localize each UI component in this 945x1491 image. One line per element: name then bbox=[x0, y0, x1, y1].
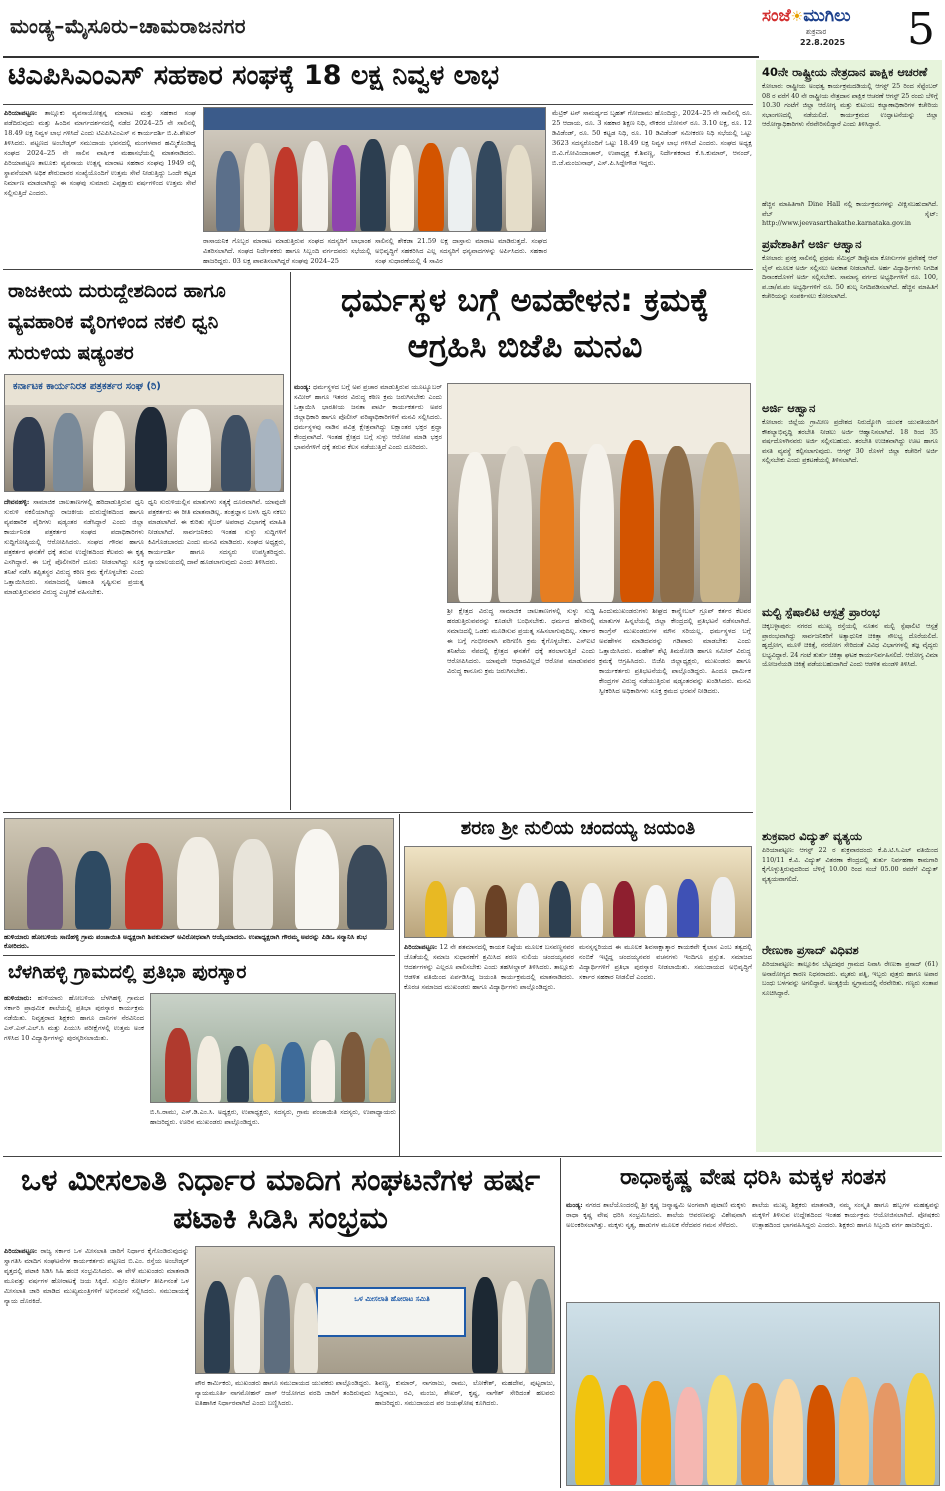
story5-photo bbox=[404, 846, 752, 938]
story4-caption: ಹುಳಿಯಾರು ಹೋಬಳಿಯ ಸಾಣಿಹಳ್ಳಿ ಗ್ರಾಮ ಪಂಚಾಯಿತಿ ಅಧ್ಯಕ್ಷರಾಗಿ ಶಿವಕುಮಾರ್ ಅವಿರೋಧವಾಗಿ ಆಯ್ಕೆಯಾದರು. ಉಪಾಧ್ಯಕ್ಷರಾಗಿ ಗೌರಮ್ಮ ಅವರನ್ನು ಪಿಡಿಒ ಸನ್ಮಾನಿಸಿ ಶುಭ ಕೋರಿದರು. bbox=[4, 933, 367, 950]
sidebar-item5-body: ಪಿರಿಯಾಪಟ್ಟಣ: ಆಗಸ್ಟ್ 22 ರ ಶುಕ್ರವಾರದಂದು ಕೆ.ಪಿ.ಟಿ.ಸಿ.ಎಲ್ ವತಿಯಿಂದ 110/11 ಕೆ.ವಿ. ವಿದ್ಯುತ್ ವಿತರಣಾ ಕೇಂದ್ರದಲ್ಲಿ ತುರ್ತು ನಿರ್ವಹಣಾ ಕಾಮಗಾರಿ ಕೈಗೊಳ್ಳುತ್ತಿರುವುದರಿಂದ ಬೆಳಿಗ್ಗೆ 10.00 ರಿಂದ ಸಂಜೆ 05.00 ರವರೆಗೆ ವಿದ್ಯುತ್ ವ್ಯತ್ಯಯವಾಗಲಿದೆ. bbox=[762, 846, 938, 883]
story6-banner: ಒಳ ಮೀಸಲಾತಿ ಹೋರಾಟ ಸಮಿತಿ bbox=[354, 1295, 430, 1303]
page-number: 5 bbox=[907, 4, 935, 55]
sidebar-item6-title: ರೇಣುಕಾ ಪ್ರಸಾದ್ ವಿಧಿವಶ bbox=[762, 943, 859, 957]
story2-col1 bbox=[4, 497, 144, 805]
story3-headline: ಧರ್ಮಸ್ಥಳ ಬಗ್ಗೆ ಅವಹೇಳನ: ಕ್ರಮಕ್ಕೆ ಆಗ್ರಹಿಸಿ ಬಿಜೆಪಿ ಮನವಿ bbox=[341, 281, 709, 365]
story3-col1-text: ಧರ್ಮಸ್ಥಳದ ಬಗ್ಗೆ ಅಪ ಪ್ರಚಾರ ಮಾಡುತ್ತಿರುವ ಯೂಟ್ಯೂಬರ್ ಸಮೀರ್ ಹಾಗೂ ಇತರರ ವಿರುದ್ಧ ಕಠಿಣ ಕ್ರಮ ಜರುಗಿಸಬೇಕು ಎಂದು ಒತ್ತಾಯಿಸಿ ಭಾರತೀಯ ಜನತಾ ಪಾರ್ಟಿ ಕಾರ್ಯಕರ್ತರು ಅಪರ ಜಿಲ್ಲಾಧಿಕಾರಿ ಹಾಗೂ ಪೊಲೀಸ್ ವರಿಷ್ಠಾಧಿಕಾರಿಗಳಿಗೆ ಮನವಿ ಸಲ್ಲಿಸಿದರು. ಧರ್ಮಸ್ಥಳವು ನಾಡಿನ ಪವಿತ್ರ ಕ್ಷೇತ್ರವಾಗಿದ್ದು ಲಕ್ಷಾಂತರ ಭಕ್ತರ ಶ್ರದ್ಧಾ ಕೇಂದ್ರವಾಗಿದೆ. ಇಂತಹ ಕ್ಷೇತ್ರದ ಬಗ್ಗೆ ಸುಳ್ಳು ಆರೋಪ ಮಾಡಿ ಭಕ್ತರ ಭಾವನೆಗಳಿಗೆ ಧಕ್ಕೆ ತರುವ ಕೆಲಸ ನಡೆಯುತ್ತಿದೆ ಎಂದು ದೂರಿದರು. bbox=[294, 383, 442, 451]
sidebar-item1-title: 40ನೇ ರಾಷ್ಟ್ರೀಯ ನೇತ್ರದಾನ ಪಾಕ್ಷಿಕ ಆಚರಣೆ bbox=[762, 66, 928, 79]
story4-headline: ಬೆಳಗಿಹಳ್ಳಿ ಗ್ರಾಮದಲ್ಲಿ ಪ್ರತಿಭಾ ಪುರಸ್ಕಾರ bbox=[8, 961, 247, 983]
story4-dateline: ಹುಳಿಯಾರು: bbox=[4, 994, 32, 1002]
story1-col1-text: ತಾಲ್ಲೂಕು ವ್ಯವಸಾಯೋತ್ಪನ್ನ ಮಾರಾಟ ಮತ್ತು ಸಹಕಾರ ಸಂಘ ಪಡೆದಿರುವುದು ಮತ್ತು ಹಿಂದಿನ ಮಾರ್ಗದರ್ಶನದಲ್ಲಿ ನಡೆದ 2024–25 ನೇ ಸಾಲಿನಲ್ಲಿ 18.49 ಲಕ್ಷ ನಿವ್ವಳ ಲಾಭ ಗಳಿಸಿದೆ ಎಂದು ಟಿಎಪಿಸಿಎಂಎಸ್ ನ ಕಾರ್ಯದರ್ಶಿ ಬಿ.ಪಿ.ಶೇಖರ್ ತಿಳಿಸಿದರು. ಪಟ್ಟಣದ ಅಂಬೇಡ್ಕರ್ ಸಮುದಾಯ ಭವನದಲ್ಲಿ ಮಂಗಳವಾರ ಹಮ್ಮಿಕೊಂಡಿದ್ದ ಸಂಘದ 2024–25 ನೇ ಸಾಲಿನ ವಾರ್ಷಿಕ ಮಹಾಸಭೆಯಲ್ಲಿ ಮಾತನಾಡಿದರು. ಪಿರಿಯಾಪಟ್ಟಣ ತಾಲೂಕು ವ್ಯವಸಾಯ ಉತ್ಪನ್ನ ಮಾರಾಟ ಸಹಕಾರ ಸಂಘವು 1949 ರಲ್ಲಿ ಸ್ಥಾಪನೆಯಾಗಿ ಅಧಿಕ ಶೇರುದಾರರ ಸಂಖ್ಯೆಯೊಂದಿಗೆ ಉತ್ತಮ ಸೇವೆ ನೀಡುತ್ತಿದ್ದು ಒಂದೇ ಕಟ್ಟಡ ನಿರ್ಮಾಣ ಮಾಡಲಾಗಿದ್ದು ಈ ಸಂಘವು ಸುಮಾರು ಎಪ್ಪತ್ತಾರು ವರ್ಷಗಳಿಂದ ಉತ್ತಮ ಸೇವೆ ಸಲ್ಲಿಸುತ್ತಿದೆ ಎಂದರು. bbox=[4, 109, 196, 197]
story1-headline: ಟಿಎಪಿಸಿಎಂಎಸ್ ಸಹಕಾರ ಸಂಘಕ್ಕೆ 18 ಲಕ್ಷ ನಿವ್ವಳ ಲಾಭ bbox=[8, 62, 500, 91]
story1-col3: ಸಾಲಿನಲ್ಲಿ ಶೇಕಡಾ 21.59 ಲಕ್ಷ ದಾಸ್ತಾನು ಮಾರಾಟ ಮಾಡಿರುತ್ತದೆ. ಸಂಘದ ಅಭಿವೃದ್ಧಿಗೆ ಸಹಕರಿಸಿದ ಎಲ್ಲ ಸದಸ್ಯರಿಗೆ ಧನ್ಯವಾದಗಳನ್ನು ಅರ್ಪಿಸಿದರು. ಸಹಕಾರ ಸಂಘ ಸುಧಾರಣೆಯಲ್ಲಿ 4 ಸಾವಿರ bbox=[375, 237, 547, 265]
story7-col1 bbox=[566, 1200, 746, 1300]
story7-photo bbox=[566, 1302, 940, 1486]
story3-col3-text: ಬಿಜೆಪಿ ಜಿಲ್ಲಾಧ್ಯಕ್ಷರು, ಮುಖಂಡರು ಹಾಗೂ ಕಾರ್ಯಕರ್ತರು ಪ್ರತಿಭಟನೆಯಲ್ಲಿ ಪಾಲ್ಗೊಂಡಿದ್ದರು. ಹಿಂದೂ ಧಾರ್ಮಿಕ ಕೇಂದ್ರಗಳ ವಿರುದ್ಧ ನಡೆಯುತ್ತಿರುವ ಷಡ್ಯಂತರವನ್ನು ಖಂಡಿಸಿದರು. ಮನವಿ ಸ್ವೀಕರಿಸಿದ ಅಧಿಕಾರಿಗಳು ಸೂಕ್ತ ಕ್ರಮದ ಭರವಸೆ ನೀಡಿದರು. bbox=[599, 657, 751, 695]
brand-part1: ಸಂಜೆ bbox=[762, 6, 791, 26]
story2-headline: ರಾಜಕೀಯ ದುರುದ್ದೇಶದಿಂದ ಹಾಗೂ ವ್ಯವಹಾರಿಕ ವೈರಿಗಳಿಂದ ನಕಲಿ ಧ್ವನಿ ಸುರುಳಿಯ ಷಡ್ಯಂತರ bbox=[8, 280, 226, 364]
brand-part2: ಮುಗಿಲು bbox=[803, 6, 851, 26]
sidebar-content bbox=[762, 66, 938, 1148]
issue-date: 22.8.2025 bbox=[800, 38, 846, 47]
story7-col2: ಶಾಲೆಯ ಮುಖ್ಯ ಶಿಕ್ಷಕರು ಮಾತನಾಡಿ, ನಮ್ಮ ಸಂಸ್ಕೃತಿ ಹಾಗೂ ಹಬ್ಬಗಳ ಮಹತ್ವವನ್ನು ಮಕ್ಕಳಿಗೆ ತಿಳಿಸುವ ಉದ್ದೇಶದಿಂದ ಇಂತಹ ಕಾರ್ಯಕ್ರಮ ಆಯೋಜಿಸಲಾಗಿದೆ. ಪೋಷಕರು ಉತ್ಸಾಹದಿಂದ ಭಾಗವಹಿಸಿದ್ದರು ಎಂದರು. ಶಿಕ್ಷಕರು ಹಾಗೂ ಸಿಬ್ಬಂದಿ ವರ್ಗ ಹಾಜರಿದ್ದರು. bbox=[752, 1201, 940, 1229]
sidebar-item4-title: ಮಲ್ಟಿ ಸ್ಪೆಷಾಲಿಟಿ ಆಸ್ಪತ್ರೆ ಪ್ರಾರಂಭ bbox=[762, 605, 880, 619]
story3-col1 bbox=[294, 382, 442, 807]
story3-col3 bbox=[599, 606, 751, 806]
sidebar-item4-body: ಚಿಕ್ಕಬಳ್ಳಾಪುರ: ನಗರದ ಮುಖ್ಯ ರಸ್ತೆಯಲ್ಲಿ ನೂತನ ಮಲ್ಟಿ ಸ್ಪೆಷಾಲಿಟಿ ಆಸ್ಪತ್ರೆ ಪ್ರಾರಂಭವಾಗಿದ್ದು ಸಾರ್ವಜನಿಕರಿಗೆ ಅತ್ಯಾಧುನಿಕ ಚಿಕಿತ್ಸಾ ಸೌಲಭ್ಯ ದೊರೆಯಲಿದೆ. ಹೃದ್ರೋಗ, ಮೂಳೆ ಚಿಕಿತ್ಸೆ, ನರರೋಗ ಸೇರಿದಂತೆ ವಿವಿಧ ವಿಭಾಗಗಳಲ್ಲಿ ತಜ್ಞ ವೈದ್ಯರು ಲಭ್ಯವಿದ್ದಾರೆ. 24 ಗಂಟೆ ತುರ್ತು ಚಿಕಿತ್ಸಾ ಘಟಕ ಕಾರ್ಯನಿರ್ವಹಿಸಲಿದೆ. ಆರೋಗ್ಯ ವಿಮಾ ಯೋಜನೆಯಡಿ ಚಿಕಿತ್ಸೆ ಪಡೆಯಬಹುದಾಗಿದೆ ಎಂದು ಆಡಳಿತ ಮಂಡಳಿ ತಿಳಿಸಿದೆ. bbox=[762, 622, 938, 669]
story2-banner: ಕರ್ನಾಟಕ ಕಾರ್ಯನಿರತ ಪತ್ರಕರ್ತರ ಸಂಘ (ರಿ) bbox=[13, 381, 161, 392]
story2-col2: ಧ್ವನಿ ಸುರುಳಿಯಲ್ಲಿನ ಮಾತುಗಳು ಸತ್ಯಕ್ಕೆ ದೂರವಾಗಿವೆ. ಯಾವುದೇ ಪತ್ರಕರ್ತರು ಈ ರೀತಿ ಮಾತನಾಡಿಲ್ಲ. ತಂತ್ರಜ್ಞಾನ ಬಳಸಿ ಧ್ವನಿ ನಕಲು ಮಾಡಲಾಗಿದೆ. ಈ ಕುರಿತು ಸೈಬರ್ ಅಪರಾಧ ವಿಭಾಗಕ್ಕೆ ಮಾಹಿತಿ ನೀಡಲಾಗಿದೆ. ಸಾರ್ವಜನಿಕರು ಇಂತಹ ಸುಳ್ಳು ಸುದ್ದಿಗಳಿಗೆ ಕಿವಿಗೊಡಬಾರದು ಎಂದು ಮನವಿ ಮಾಡಿದರು. ಸಂಘದ ಅಧ್ಯಕ್ಷರು, ಕಾರ್ಯದರ್ಶಿ ಹಾಗೂ ಸದಸ್ಯರು ಉಪಸ್ಥಿತರಿದ್ದರು. ನ್ಯಾಯಾಲಯದಲ್ಲಿ ದಾವೆ ಹೂಡಲಾಗುವುದು ಎಂದು ತಿಳಿಸಿದರು. bbox=[148, 498, 286, 566]
sidebar-item2-title: ಪ್ರವೇಶಾತಿಗೆ ಅರ್ಜಿ ಆಹ್ವಾನ bbox=[762, 237, 862, 251]
sidebar-item2-body: ಕೋಲಾರ: ಪ್ರಸಕ್ತ ಸಾಲಿನಲ್ಲಿ ಪ್ರಥಮ ಸೆಮಿಸ್ಟರ್ ಡಿಪ್ಲೊಮಾ ಕೋರ್ಸುಗಳ ಪ್ರವೇಶಕ್ಕೆ ಆನ್ ಲೈನ್ ಮೂಲಕ ಅರ್ಜಿ ಸಲ್ಲಿಸಲು ಅವಕಾಶ ನೀಡಲಾಗಿದೆ. ಅರ್ಹ ವಿದ್ಯಾರ್ಥಿಗಳು ನಿಗದಿತ ದಿನಾಂಕದೊಳಗೆ ಅರ್ಜಿ ಸಲ್ಲಿಸಬೇಕು. ಸಾಮಾನ್ಯ ವರ್ಗದ ಅಭ್ಯರ್ಥಿಗಳಿಗೆ ರೂ. 100, ಪ.ಜಾ/ಪ.ಪಂ ಅಭ್ಯರ್ಥಿಗಳಿಗೆ ರೂ. 50 ಶುಲ್ಕ ನಿಗದಿಪಡಿಸಲಾಗಿದೆ. ಹೆಚ್ಚಿನ ಮಾಹಿತಿಗೆ ಕಚೇರಿಯನ್ನು ಸಂಪರ್ಕಿಸಲು ಕೋರಲಾಗಿದೆ. bbox=[762, 254, 938, 301]
story6-col1-text: ರಾಜ್ಯ ಸರ್ಕಾರ ಒಳ ಮೀಸಲಾತಿ ಜಾರಿಗೆ ನಿರ್ಧಾರ ಕೈಗೊಂಡಿರುವುದನ್ನು ಸ್ವಾಗತಿಸಿ ಮಾದಿಗ ಸಂಘಟನೆಗಳ ಕಾರ್ಯಕರ್ತರು ಪಟ್ಟಣದ ಬಿ.ಎಂ. ರಸ್ತೆಯ ಅಂಬೇಡ್ಕರ್ ವೃತ್ತದಲ್ಲಿ ಪಟಾಕಿ ಸಿಡಿಸಿ ಸಿಹಿ ಹಂಚಿ ಸಂಭ್ರಮಿಸಿದರು. ಈ ವೇಳೆ ಮುಖಂಡರು ಮಾತನಾಡಿ ಮೂವತ್ತು ವರ್ಷಗಳ ಹೋರಾಟಕ್ಕೆ ಜಯ ಸಿಕ್ಕಿದೆ. ಸುಪ್ರೀಂ ಕೋರ್ಟ್ ತೀರ್ಪಿನಂತೆ ಒಳ ಮೀಸಲಾತಿ ಜಾರಿ ಮಾಡಿದ ಮುಖ್ಯಮಂತ್ರಿಗಳಿಗೆ ಅಭಿನಂದನೆ ಸಲ್ಲಿಸಿದರು. ಸಮುದಾಯಕ್ಕೆ ನ್ಯಾಯ ದೊರಕಿದೆ. bbox=[4, 1247, 189, 1305]
story7-col1-text: ನಗರದ ಶಾಲೆಯೊಂದರಲ್ಲಿ ಶ್ರೀ ಕೃಷ್ಣ ಜನ್ಮಾಷ್ಟಮಿ ಅಂಗವಾಗಿ ಪುಟಾಣಿ ಮಕ್ಕಳು ರಾಧಾ ಕೃಷ್ಣ ವೇಷ ಧರಿಸಿ ಸಂಭ್ರಮಿಸಿದರು. ಶಾಲೆಯ ಆವರಣವನ್ನು ವಿಶೇಷವಾಗಿ ಅಲಂಕರಿಸಲಾಗಿತ್ತು. ಮಕ್ಕಳು ನೃತ್ಯ, ಹಾಡುಗಳ ಮೂಲಕ ನೆರೆದವರ ಗಮನ ಸೆಳೆದರು. bbox=[566, 1201, 746, 1229]
story3-photo bbox=[447, 383, 751, 603]
story6-photo bbox=[195, 1246, 555, 1374]
story4-col1-text: ಹುಳಿಯಾರು ಹೋಬಳಿಯ ಬೆಳಗಿಹಳ್ಳಿ ಗ್ರಾಮದ ಸರ್ಕಾರಿ ಪ್ರಾಥಮಿಕ ಶಾಲೆಯಲ್ಲಿ ಪ್ರತಿಭಾ ಪುರಸ್ಕಾರ ಕಾರ್ಯಕ್ರಮ ನಡೆಯಿತು. ನಿವೃತ್ತರಾದ ಶಿಕ್ಷಕರು ಹಾಗೂ ದಾನಿಗಳ ನೆರವಿನಿಂದ ಎಸ್.ಎಸ್.ಎಲ್.ಸಿ ಮತ್ತು ಪಿಯುಸಿ ಪರೀಕ್ಷೆಗಳಲ್ಲಿ ಉತ್ತಮ ಅಂಕ ಗಳಿಸಿದ 10 ವಿದ್ಯಾರ್ಥಿಗಳನ್ನು ಪುರಸ್ಕರಿಸಲಾಯಿತು. bbox=[4, 994, 144, 1042]
section-title: ಮಂಡ್ಯ–ಮೈಸೂರು–ಚಾಮರಾಜನಗರ bbox=[10, 14, 246, 38]
story2-col1-text: ಸಾಮಾಜಿಕ ಜಾಲತಾಣಗಳಲ್ಲಿ ಹರಿದಾಡುತ್ತಿರುವ ಧ್ವನಿ ಸುರುಳಿ ನಕಲಿಯಾಗಿದ್ದು ರಾಜಕೀಯ ದುರುದ್ದೇಶದಿಂದ ಹಾಗೂ ವ್ಯವಹಾರಿಕ ವೈರಿಗಳು ಷಡ್ಯಂತರ ನಡೆಸಿದ್ದಾರೆ ಎಂದು ಜಿಲ್ಲಾ ಕಾರ್ಯನಿರತ ಪತ್ರಕರ್ತರ ಸಂಘದ ಪದಾಧಿಕಾರಿಗಳು ಸುದ್ದಿಗೋಷ್ಠಿಯಲ್ಲಿ ಆರೋಪಿಸಿದರು. ಸಂಘದ ಗೌರವ ಹಾಗೂ ಪತ್ರಕರ್ತರ ಘನತೆಗೆ ಧಕ್ಕೆ ತರುವ ಉದ್ದೇಶದಿಂದ ಕೆಲವರು ಈ ಕೃತ್ಯ ಎಸಗಿದ್ದಾರೆ. ಈ ಬಗ್ಗೆ ಪೊಲೀಸರಿಗೆ ದೂರು ನೀಡಲಾಗಿದ್ದು ಸೂಕ್ತ ತನಿಖೆ ನಡೆಸಿ ತಪ್ಪಿತಸ್ಥರ ವಿರುದ್ಧ ಕಠಿಣ ಕ್ರಮ ಕೈಗೊಳ್ಳಬೇಕು ಎಂದು ಒತ್ತಾಯಿಸಿದರು. ಸಮಾಜದಲ್ಲಿ ಅಶಾಂತಿ ಸೃಷ್ಟಿಸುವ ಪ್ರಯತ್ನ ಮಾಡುತ್ತಿರುವವರ ವಿರುದ್ಧ ಎಚ್ಚರಿಕೆ ವಹಿಸಬೇಕು. bbox=[4, 498, 144, 596]
story4-photo bbox=[4, 818, 394, 930]
story3-col4-text: ಹಿಂದುಮುಖಂಡರುಗಳು ಶೀಘ್ರದ ಕಾನ್ಸ್ಟೇಬಲ್ ಗ್ರೂಪ್ ಕರ್ತರ ಕೆಲವರ ಮಾತುಗಳ ಹಿನ್ನಲೆಯಲ್ಲಿ ಜಿಲ್ಲಾ ಕೇಂದ್ರದಲ್ಲಿ ಪ್ರತಿಭಟನೆ ನಡೆಸಲಾಗಿದೆ. ಕಾಂಗ್ರೆಸ್ ಮುಖಂಡರುಗಳ ಮೌನ ಸರಿಯಲ್ಲ. ಧರ್ಮಸ್ಥಳದ ಬಗ್ಗೆ ಅವಹೇಳನ ಮಾಡಿದವರನ್ನು ಗಡಿಪಾರು ಮಾಡಬೇಕು ಎಂದು ಒತ್ತಾಯಿಸಿದರು. ಮಹೇಶ್ ಶೆಟ್ಟಿ ತಿಮರೋಡಿ ಹಾಗೂ ಸಮೀರ್ ವಿರುದ್ಧ ಕ್ರಮಕ್ಕೆ ಆಗ್ರಹಿಸಿದರು. bbox=[599, 607, 751, 665]
story5-col1-text: 12 ನೇ ಶತಮಾನದಲ್ಲಿ ಕಾಯಕ ನಿಷ್ಠೆಯ ಮೂಲಕ ಬಸವಣ್ಣನವರ ಜೊತೆಯಲ್ಲಿ ಸಮಾಜ ಸುಧಾರಣೆಗೆ ಶ್ರಮಿಸಿದ ಶರಣ ನುಲಿಯ ಚಂದಯ್ಯನವರ ಆದರ್ಶಗಳನ್ನು ಎಲ್ಲರೂ ಪಾಲಿಸಬೇಕು ಎಂದು ತಹಸೀಲ್ದಾರ್ ತಿಳಿಸಿದರು. ತಾಲ್ಲೂಕು ಆಡಳಿತ ವತಿಯಿಂದ ಏರ್ಪಡಿಸಿದ್ದ ಜಯಂತಿ ಕಾರ್ಯಕ್ರಮದಲ್ಲಿ ಮಾತನಾಡಿದರು. ಕೊರಚ ಸಮಾಜದ ಮುಖಂಡರು ಹಾಗೂ ವಿದ್ಯಾರ್ಥಿಗಳು ಪಾಲ್ಗೊಂಡಿದ್ದರು. bbox=[404, 943, 574, 991]
newspaper-brand bbox=[760, 4, 900, 52]
sidebar-item3-body: ಕೋಲಾರ: ಜಿಲ್ಲೆಯ ಗ್ರಾಮೀಣ ಪ್ರದೇಶದ ನಿರುದ್ಯೋಗಿ ಯುವಕ ಯುವತಿಯರಿಗೆ ಕೌಶಲ್ಯಾಭಿವೃದ್ಧಿ ತರಬೇತಿ ನೀಡಲು ಅರ್ಜಿ ಆಹ್ವಾನಿಸಲಾಗಿದೆ. 18 ರಿಂದ 35 ವರ್ಷದೊಳಗಿನವರು ಅರ್ಜಿ ಸಲ್ಲಿಸಬಹುದು. ತರಬೇತಿ ಉಚಿತವಾಗಿದ್ದು ಊಟ ಹಾಗೂ ವಸತಿ ವ್ಯವಸ್ಥೆ ಕಲ್ಪಿಸಲಾಗುವುದು. ಆಗಸ್ಟ್ 30 ರೊಳಗೆ ಜಿಲ್ಲಾ ಕಚೇರಿಗೆ ಅರ್ಜಿ ಸಲ್ಲಿಸಬೇಕು ಎಂದು ಪ್ರಕಟಣೆಯಲ್ಲಿ ತಿಳಿಸಲಾಗಿದೆ. bbox=[762, 418, 938, 465]
weekday: ಶುಕ್ರವಾರ bbox=[806, 28, 827, 36]
story5-dateline: ಪಿರಿಯಾಪಟ್ಟಣ: bbox=[404, 943, 438, 951]
story5-col1 bbox=[404, 942, 574, 1154]
story2-dateline: ದೇವನಹಳ್ಳಿ: bbox=[4, 498, 30, 506]
sidebar-item5-title: ಶುಕ್ರವಾರ ವಿದ್ಯುತ್ ವ್ಯತ್ಯಯ bbox=[762, 829, 863, 843]
story1-dateline: ಪಿರಿಯಾಪಟ್ಟಣ: bbox=[4, 109, 38, 117]
sidebar-item1-tail: ಹೆಚ್ಚಿನ ಮಾಹಿತಿಗಾಗಿ Dine Hall ನಲ್ಲಿ ಕಾರ್ಯಕ್ರಮಗಳನ್ನು ವೀಕ್ಷಿಸಬಹುದಾಗಿದೆ. ವೆಬ್ ಸೈಟ್: http://www.jeevasarthakathe.karnataka.gov.in bbox=[762, 200, 938, 228]
story3-dateline: ಮಂಡ್ಯ: bbox=[294, 383, 311, 391]
story6-col3: ಶಿವಣ್ಣ, ಕುಮಾರ್, ನಾಗರಾಜು, ರಾಮು, ಲೋಕೇಶ್, ಮಹದೇವ, ಪುಟ್ಟರಾಜು, ಸಿದ್ದರಾಜು, ರವಿ, ಮಂಜು, ಶೇಖರ್, ಕೃಷ್ಣ, ನಾಗೇಶ್ ಸೇರಿದಂತೆ ಹಲವರು ಹಾಜರಿದ್ದರು. ಸಮುದಾಯದ ಪರ ಜಯಘೋಷ ಕೂಗಿದರು. bbox=[375, 1379, 555, 1407]
story5-col2: ಮನಸ್ಸನ್ನರಿಯದ ಈ ಮೂಲಕ ಶಿವಸಾಕ್ಷಾತ್ಕಾರ ಕಾಯಕವೇ ಕೈಲಾಸ ಎಂಬ ತತ್ವದಲ್ಲಿ ನಂಬಿಕೆ ಇಟ್ಟಿದ್ದ ಚಂದಯ್ಯನವರ ವಚನಗಳು ಇಂದಿಗೂ ಪ್ರಸ್ತುತ. ಸಮಾಜದ ವಿದ್ಯಾರ್ಥಿಗಳಿಗೆ ಪ್ರತಿಭಾ ಪುರಸ್ಕಾರ ನೀಡಲಾಯಿತು. ಸಮುದಾಯದ ಅಭಿವೃದ್ಧಿಗೆ ಸರ್ಕಾರ ಸಹಕಾರ ನೀಡಲಿದೆ ಎಂದರು. bbox=[579, 943, 752, 981]
story4-photo2 bbox=[150, 993, 396, 1103]
story6-col2: ಪೌರ ಕಾರ್ಮಿಕರು, ಮುಖಂಡರು ಹಾಗೂ ಸಮುದಾಯದ ಯುವಕರು ಪಾಲ್ಗೊಂಡಿದ್ದರು. ನ್ಯಾಯಮೂರ್ತಿ ನಾಗಮೋಹನ್ ದಾಸ್ ಆಯೋಗದ ವರದಿ ಜಾರಿಗೆ ತಂದಿರುವುದು ಐತಿಹಾಸಿಕ ನಿರ್ಧಾರವಾಗಿದೆ ಎಂದು ಬಣ್ಣಿಸಿದರು. bbox=[195, 1379, 371, 1407]
story1-col1 bbox=[4, 108, 196, 253]
story6-col1 bbox=[4, 1246, 189, 1486]
sidebar-item3-title: ಅರ್ಜಿ ಆಹ್ವಾನ bbox=[762, 401, 816, 415]
story4-col2: ಬಿ.ಸಿ.ರಾಮು, ಎಸ್.ಡಿ.ಎಂ.ಸಿ. ಅಧ್ಯಕ್ಷರು, ಉಪಾಧ್ಯಕ್ಷರು, ಸದಸ್ಯರು, ಗ್ರಾಮ ಪಂಚಾಯಿತಿ ಸದಸ್ಯರು, ಉಪಾಧ್ಯಾಯರು ಹಾಜರಿದ್ದರು. ಊರಿನ ಮುಖಂಡರು ಪಾಲ್ಗೊಂಡಿದ್ದರು. bbox=[150, 1108, 396, 1126]
sidebar-item6-body: ಪಿರಿಯಾಪಟ್ಟಣ: ತಾಲ್ಲೂಕಿನ ಬೆಟ್ಟದಪುರ ಗ್ರಾಮದ ನಿವಾಸಿ ರೇಣುಕಾ ಪ್ರಸಾದ್ (61) ಅನಾರೋಗ್ಯದ ಕಾರಣ ನಿಧನರಾದರು. ಮೃತರು ಪತ್ನಿ, ಇಬ್ಬರು ಪುತ್ರರು ಹಾಗೂ ಅಪಾರ ಬಂಧು ಬಳಗವನ್ನು ಅಗಲಿದ್ದಾರೆ. ಅಂತ್ಯಕ್ರಿಯೆ ಸ್ವಗ್ರಾಮದಲ್ಲಿ ನೆರವೇರಿತು. ಗಣ್ಯರು ಸಂತಾಪ ಸೂಚಿಸಿದ್ದಾರೆ. bbox=[762, 960, 938, 997]
story3-col2: ಶ್ರೀ ಕ್ಷೇತ್ರದ ವಿರುದ್ಧ ಸಾಮಾಜಿಕ ಜಾಲತಾಣಗಳಲ್ಲಿ ಸುಳ್ಳು ಸುದ್ದಿ ಹರಡುತ್ತಿರುವವರನ್ನು ಕೂಡಲೇ ಬಂಧಿಸಬೇಕು. ಧರ್ಮದ ಹೆಸರಿನಲ್ಲಿ ಸಮಾಜದಲ್ಲಿ ಒಡಕು ಮೂಡಿಸುವ ಪ್ರಯತ್ನ ಸಹಿಸಲಾಗುವುದಿಲ್ಲ. ಸರ್ಕಾರ ಈ ಬಗ್ಗೆ ಗಂಭೀರವಾಗಿ ಪರಿಗಣಿಸಿ ಕ್ರಮ ಕೈಗೊಳ್ಳಬೇಕು. ಎಸ್ಐಟಿ ತನಿಖೆಯ ನೆಪದಲ್ಲಿ ಕ್ಷೇತ್ರದ ಘನತೆಗೆ ಧಕ್ಕೆ ತರಲಾಗುತ್ತಿದೆ ಎಂದು ಆರೋಪಿಸಿದರು. ಯಾವುದೇ ಆಧಾರವಿಲ್ಲದೆ ಆರೋಪ ಮಾಡುವವರ ವಿರುದ್ಧ ಕಾನೂನು ಕ್ರಮ ಜರುಗಿಸಬೇಕು. bbox=[447, 607, 595, 675]
story6-headline: ಒಳ ಮೀಸಲಾತಿ ನಿರ್ಧಾರ ಮಾದಿಗ ಸಂಘಟನೆಗಳ ಹರ್ಷ ಪಟಾಕಿ ಸಿಡಿಸಿ ಸಂಭ್ರಮ bbox=[20, 1163, 541, 1236]
story1-photo bbox=[203, 107, 546, 232]
story7-headline: ರಾಧಾಕೃಷ್ಣ ವೇಷ ಧರಿಸಿ ಮಕ್ಕಳ ಸಂತಸ bbox=[620, 1165, 886, 1190]
story1-col4: ಮೆಟ್ರಿಕ್ ಟನ್ ಸಾಮರ್ಥ್ಯದ ಬೃಹತ್ ಗೋದಾಮು ಹೊಂದಿದ್ದು, 2024–25 ನೇ ಸಾಲಿನಲ್ಲಿ ರೂ. 25 ಆದಾಯ, ರೂ. 3 ಸಹಕಾರ ಶಿಕ್ಷಣ ನಿಧಿ, ನೌಕರರ ಬೋನಸ್ ರೂ. 3.10 ಲಕ್ಷ, ರೂ. 12 ಡಿವಿಡೆಂಡ್, ರೂ. 50 ಕಟ್ಟಡ ನಿಧಿ, ರೂ. 10 ಡಿವಿಡೆಂಡ್ ಸಮೀಕರಣ ನಿಧಿ ಸಭೆಯಲ್ಲಿ ಒಟ್ಟು 3623 ಸದಸ್ಯರೊಂದಿಗೆ ಒಟ್ಟು 18.49 ಲಕ್ಷ ನಿವ್ವಳ ಲಾಭ ಗಳಿಸಿದೆ ಎಂದರು. ಸಂಘದ ಅಧ್ಯಕ್ಷ ಬಿ.ವಿ.ಗೋವಿಂದಾಚಾರ್, ಉಪಾಧ್ಯಕ್ಷ ಕೆ.ಶಿವಣ್ಣ, ನಿರ್ದೇಶಕರಾದ ಕೆ.ಸಿ.ಕುಮಾರ್, ಆನಂದ್, ಬಿ.ಜೆ.ಮಂಜುನಾಥ್, ಎಸ್.ಪಿ.ಸಿದ್ದೇಗೌಡ ಇದ್ದರು. bbox=[552, 109, 752, 167]
story6-dateline: ಪಿರಿಯಾಪಟ್ಟಣ: bbox=[4, 1247, 38, 1255]
story1-col2: ರಾಸಾಯನಿಕ ಗೊಬ್ಬರ ಮಾರಾಟ ಮಾಡುತ್ತಿರುವ ಸಂಘದ ಸದಸ್ಯರಿಗೆ ಲಾಭಾಂಶ ವಿತರಿಸಲಾಗಿದೆ. ಸಂಘದ ನಿರ್ದೇಶಕರು ಹಾಗೂ ಸಿಬ್ಬಂದಿ ವರ್ಗದವರು ಸಭೆಯಲ್ಲಿ ಹಾಜರಿದ್ದರು. 03 ಲಕ್ಷ ಪಾವತಿಸಲಾಗಿದ್ದರೆ ಸಂಘವು 2024–25 bbox=[203, 237, 371, 265]
story5-headline: ಶರಣ ಶ್ರೀ ನುಲಿಯ ಚಂದಯ್ಯ ಜಯಂತಿ bbox=[460, 817, 696, 839]
story2-photo bbox=[4, 374, 284, 492]
brand-logo bbox=[762, 6, 851, 26]
story4-col1 bbox=[4, 993, 144, 1153]
story7-dateline: ಮಂಡ್ಯ: bbox=[566, 1201, 583, 1209]
sun-icon: ☀ bbox=[790, 9, 804, 25]
sidebar-item1-body: ಕೋಲಾರ: ರಾಷ್ಟ್ರೀಯ ಅಂಧತ್ವ ಕಾರ್ಯಕ್ರಮದಡಿಯಲ್ಲಿ ಆಗಸ್ಟ್ 25 ರಿಂದ ಸೆಪ್ಟೆಂಬರ್ 08 ರ ವರೆಗೆ 40 ನೇ ರಾಷ್ಟ್ರೀಯ ನೇತ್ರದಾನ ಪಾಕ್ಷಿಕ ಆಚರಣೆ ಆಗಸ್ಟ್ 25 ರಂದು ಬೆಳಿಗ್ಗೆ 10.30 ಗಂಟೆಗೆ ಜಿಲ್ಲಾ ಆರೋಗ್ಯ ಮತ್ತು ಕುಟುಂಬ ಕಲ್ಯಾಣಾಧಿಕಾರಿಗಳ ಕಚೇರಿಯ ಸಭಾಂಗಣದಲ್ಲಿ ನಡೆಯಲಿದೆ. ಕಾರ್ಯಕ್ರಮದ ಉದ್ಘಾಟನೆಯನ್ನು ಜಿಲ್ಲಾ ಆರೋಗ್ಯಾಧಿಕಾರಿಗಳು ನೆರವೇರಿಸಲಿದ್ದಾರೆ ಎಂದು ತಿಳಿಸಿದ್ದಾರೆ. bbox=[762, 82, 938, 129]
